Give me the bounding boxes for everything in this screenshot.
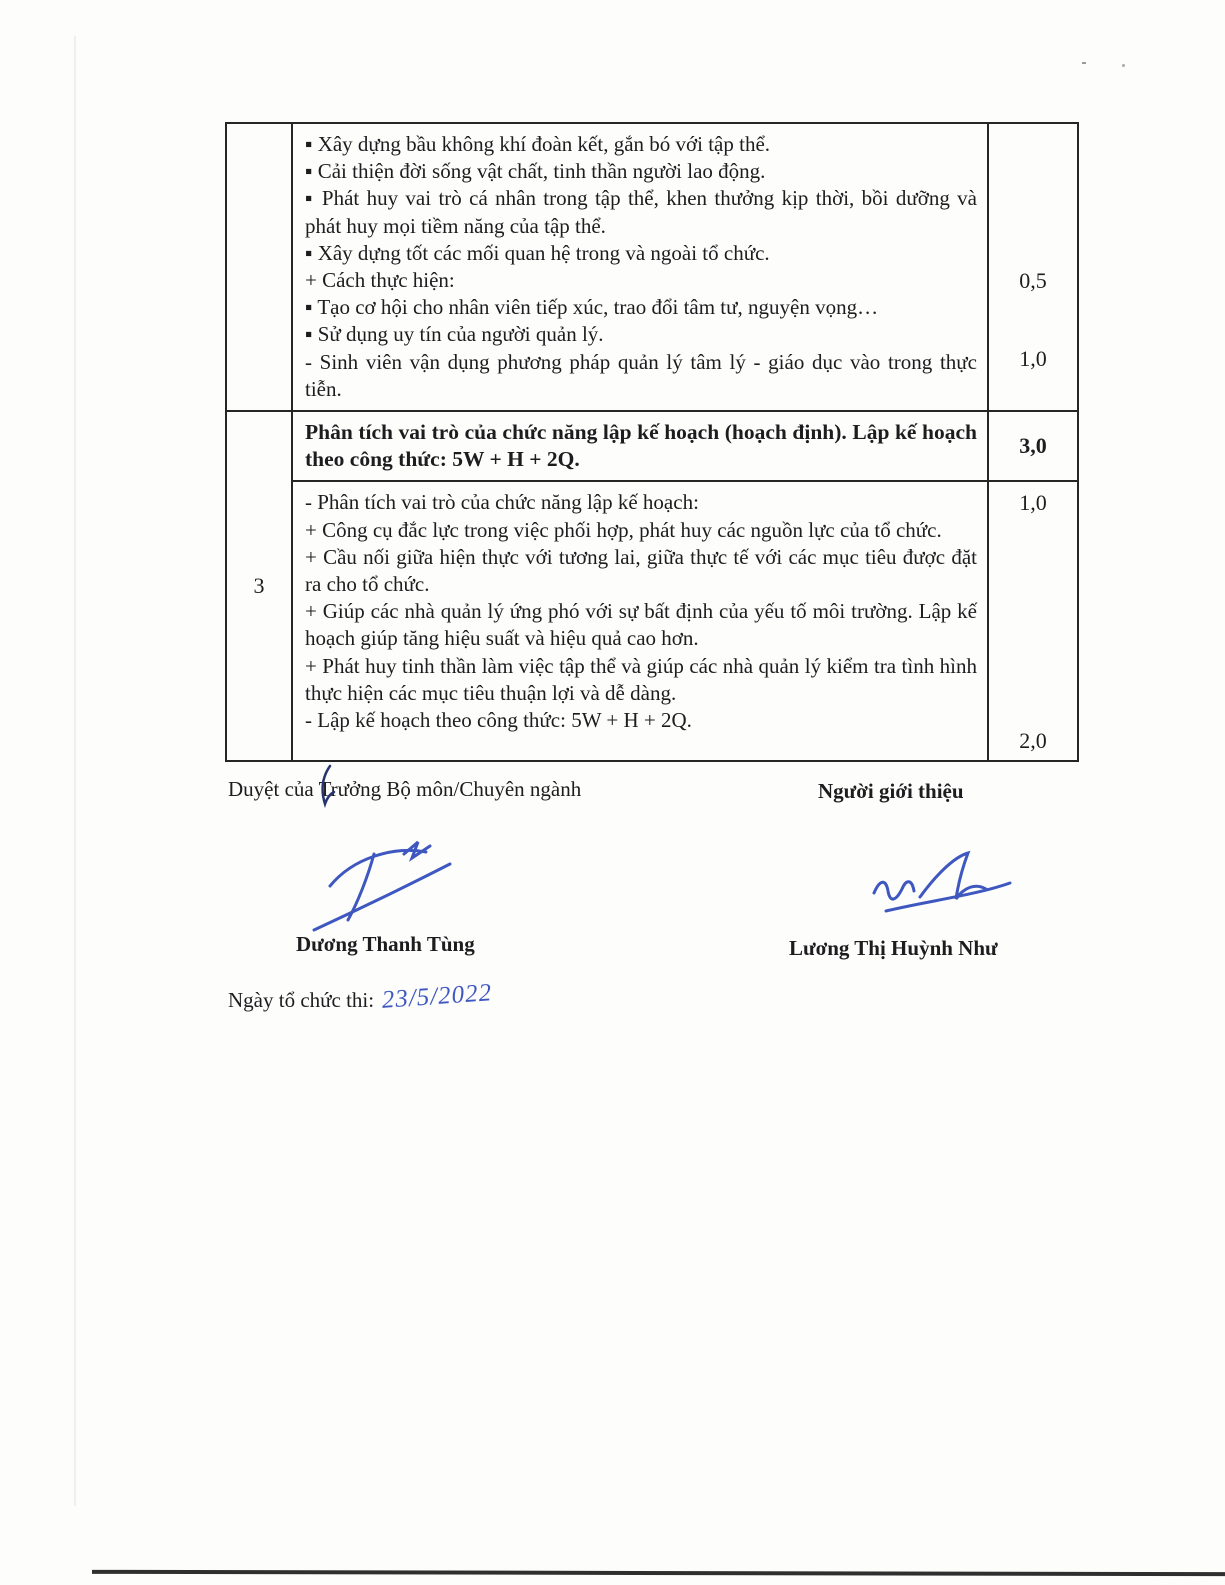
score-value: 1,0 [1019, 490, 1047, 516]
approver-signature [308, 828, 458, 936]
grading-rubric-table [225, 122, 1079, 762]
answer-line: - Sinh viên vận dụng phương pháp quản lý tâm lý - giáo dục vào trong thực tiễn. [305, 349, 977, 401]
question-number-cell [226, 411, 292, 761]
introducer-label: Người giới thiệu [818, 779, 964, 803]
introducer-name: Lương Thị Huỳnh Như [789, 936, 998, 960]
question-title: Phân tích vai trò của chức năng lập kế hoạch (hoạch định). Lập kế hoạch theo công thức: 5W + H + 2Q. [305, 420, 977, 472]
score-cell [988, 481, 1078, 761]
pen-mark [316, 764, 338, 808]
answer-line: ▪ Xây dựng bầu không khí đoàn kết, gắn bó với tập thể. [305, 132, 771, 156]
answer-line: + Phát huy tinh thần làm việc tập thể và giúp các nhà quản lý kiểm tra tình hình thực hiện các mục tiêu thuận lợi và dễ dàng. [305, 653, 977, 705]
question-number-cell-empty [226, 123, 292, 411]
answer-line: + Công cụ đắc lực trong việc phối hợp, phát huy các nguồn lực của tổ chức. [305, 517, 942, 542]
scan-artifact-left-edge [74, 36, 76, 1506]
answer-line: - Lập kế hoạch theo công thức: 5W + H + 2Q. [305, 708, 692, 733]
answer-line: + Giúp các nhà quản lý ứng phó với sự bất định của yếu tố môi trường. Lập kế hoạch giúp tăng hiệu suất và hiệu quả cao hơn. [305, 599, 977, 651]
introducer-signature [858, 845, 1018, 925]
answer-content-cell [292, 481, 988, 761]
score-value: 1,0 [1019, 346, 1047, 371]
answer-line: + Cách thực hiện: [305, 268, 455, 293]
answer-line: + Cầu nối giữa hiện thực với tương lai, giữa thực tế với các mục tiêu được đặt ra cho tổ chức. [305, 544, 977, 597]
answer-line: ▪ Phát huy vai trò cá nhân trong tập thể, khen thưởng kịp thời, bồi dưỡng và phát huy mọi tiềm năng của tập thể. [305, 186, 977, 238]
scan-speck [1122, 64, 1125, 67]
score-cell [988, 123, 1078, 411]
score-cell [988, 411, 1078, 481]
answer-line: - Phân tích vai trò của chức năng lập kế hoạch: [305, 490, 699, 515]
answer-line: ▪ Xây dựng tốt các mối quan hệ trong và ngoài tổ chức. [305, 240, 770, 265]
score-value: 3,0 [1019, 433, 1047, 459]
score-value: 2,0 [1019, 728, 1047, 754]
table-row-answer-detail [226, 481, 1078, 761]
approval-label: Duyệt của Trưởng Bộ môn/Chuyên ngành [228, 777, 582, 801]
scan-speck [1082, 62, 1086, 64]
score-value: 0,5 [1019, 268, 1047, 293]
answer-content-cell [292, 123, 988, 411]
scan-artifact-bottom-edge [92, 1570, 1225, 1576]
question-title-cell [292, 411, 988, 481]
exam-date-row [228, 979, 494, 1014]
question-number: 3 [253, 573, 265, 599]
table-row-continuation [226, 123, 1078, 411]
exam-date-handwritten: 23/5/2022 [381, 979, 494, 1014]
exam-date-label: Ngày tổ chức thi: [228, 988, 375, 1012]
table-row-question-header [226, 411, 1078, 481]
answer-line: ▪ Sử dụng uy tín của người quản lý. [305, 322, 604, 347]
answer-line: ▪ Cải thiện đời sống vật chất, tinh thần người lao động. [305, 159, 766, 184]
approver-name: Dương Thanh Tùng [296, 932, 475, 956]
answer-line: ▪ Tạo cơ hội cho nhân viên tiếp xúc, trao đổi tâm tư, nguyện vọng… [305, 295, 879, 320]
